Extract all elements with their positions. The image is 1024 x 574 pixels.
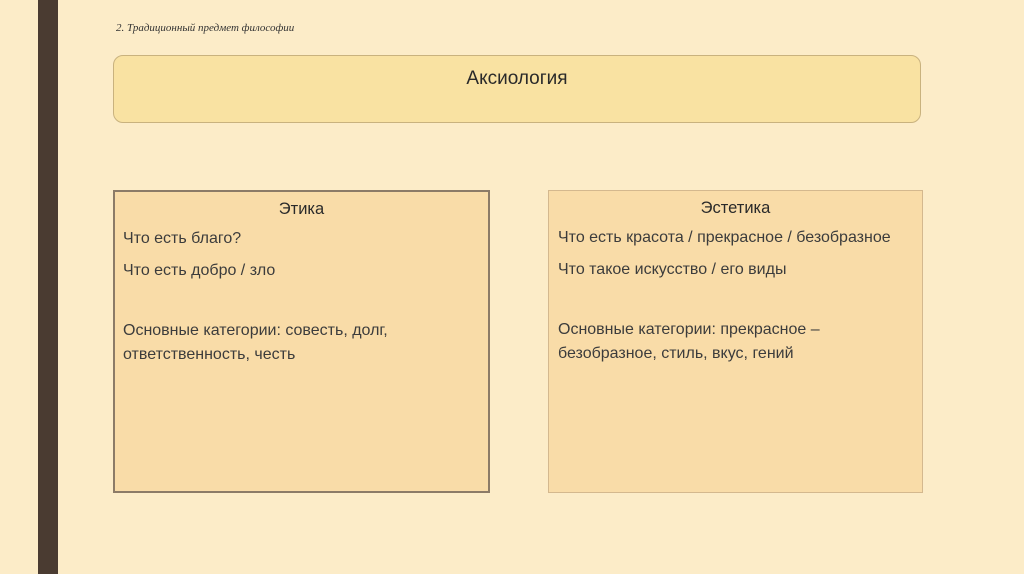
slide-subtitle: 2. Традиционный предмет философии bbox=[116, 22, 295, 34]
aesthetics-question-1: Что есть красота / прекрасное / безобразное bbox=[558, 229, 891, 246]
ethics-question-1: Что есть благо? bbox=[123, 230, 242, 247]
ethics-categories: Основные категории: совесть, долг, ответственность, честь bbox=[123, 322, 388, 363]
aesthetics-question-2: Что такое искусство / его виды bbox=[558, 261, 787, 278]
header-box bbox=[113, 55, 921, 123]
aesthetics-title: Эстетика bbox=[700, 199, 771, 217]
aesthetics-categories: Основные категории: прекрасное – безобразное, стиль, вкус, гений bbox=[558, 321, 820, 362]
ethics-question-2: Что есть добро / зло bbox=[123, 262, 276, 279]
ethics-title: Этика bbox=[278, 200, 325, 218]
decorative-side-bar bbox=[38, 0, 58, 574]
aesthetics-card bbox=[548, 190, 923, 493]
header-title: Аксиология bbox=[466, 68, 568, 89]
ethics-card bbox=[113, 190, 490, 493]
